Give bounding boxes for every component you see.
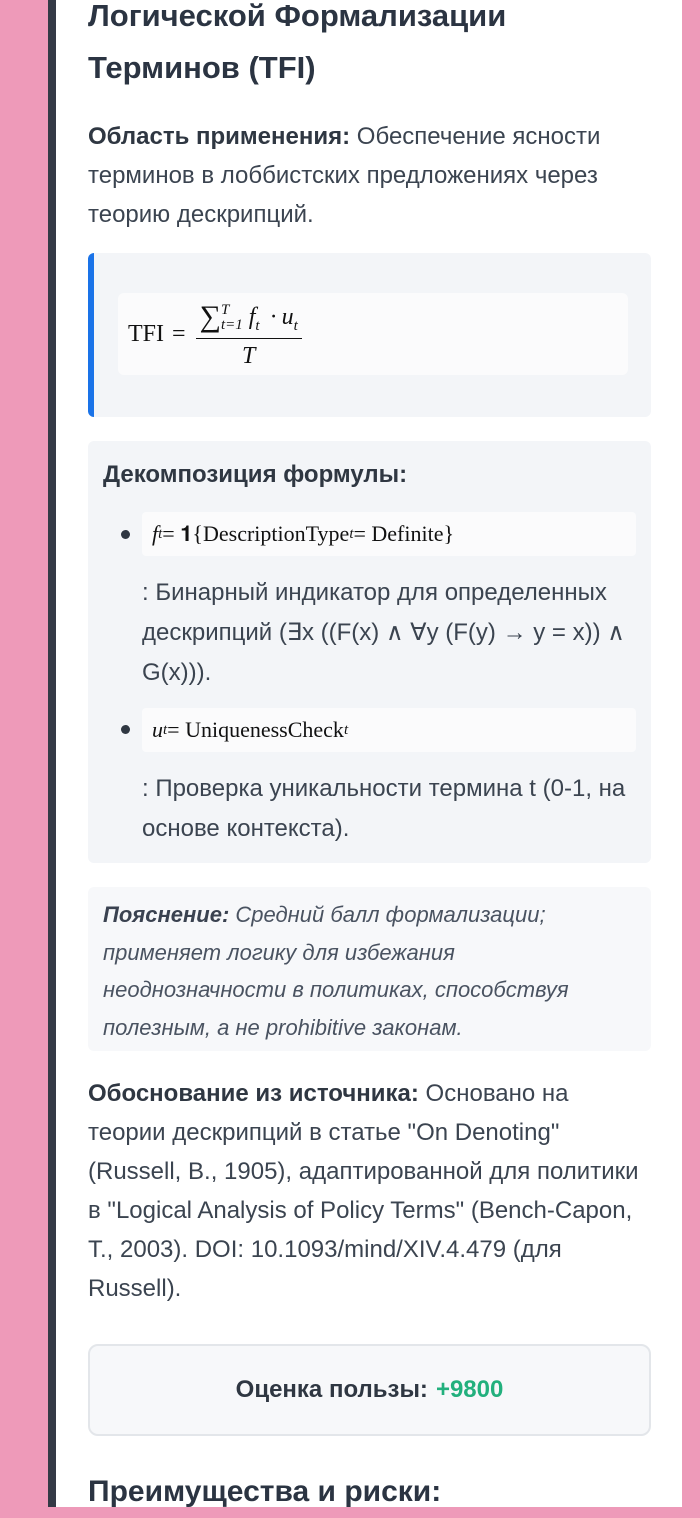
math-sub: t bbox=[158, 525, 163, 542]
decomp-desc-u: : Проверка уникальности термина t (0-1, на основе контекста). bbox=[142, 775, 626, 842]
math-rest: = 𝟏{DescriptionType bbox=[162, 521, 350, 546]
math-var: f bbox=[152, 521, 159, 546]
dot-op: · bbox=[269, 303, 278, 330]
source-label: Обоснование из источника: bbox=[88, 1080, 419, 1107]
decomp-math-f bbox=[142, 512, 636, 556]
math-rest-sub: t bbox=[343, 721, 349, 738]
formula-eq: = bbox=[172, 320, 186, 347]
math-sub: t bbox=[163, 721, 168, 738]
f-var: f bbox=[248, 303, 256, 330]
u-sub: t bbox=[293, 317, 298, 334]
formula-block bbox=[88, 253, 651, 417]
formula-fraction bbox=[196, 298, 302, 371]
math-tail: = Definite} bbox=[353, 521, 455, 546]
tfi-formula bbox=[128, 299, 302, 370]
scope-label: Область применения: bbox=[88, 123, 351, 150]
score-label: Оценка пользы: bbox=[235, 1376, 428, 1403]
formula-inner bbox=[118, 293, 628, 375]
section-title: Логической Формализации Терминов (TFI) bbox=[88, 0, 507, 85]
math-rest: = UniquenessCheck bbox=[167, 717, 344, 742]
decomp-math-u bbox=[142, 708, 636, 752]
score-value: +9800 bbox=[435, 1376, 504, 1403]
scope-paragraph bbox=[88, 117, 651, 234]
formula-lhs: TFI bbox=[128, 320, 164, 347]
left-accent-bar bbox=[48, 0, 56, 1507]
sum-symbol: ∑ bbox=[199, 299, 221, 333]
next-section-title: Преимущества и риски: bbox=[88, 1475, 442, 1508]
u-var: u bbox=[281, 303, 294, 330]
sum-upper: T bbox=[220, 302, 230, 319]
formula-numerator bbox=[196, 298, 302, 340]
note-text bbox=[103, 896, 623, 1046]
note-block bbox=[88, 887, 651, 1051]
sum-lower: t=1 bbox=[220, 317, 243, 334]
decomposition-heading: Декомпозиция формулы: bbox=[103, 461, 408, 488]
math-var: u bbox=[152, 717, 163, 742]
bullet-icon bbox=[121, 725, 130, 734]
note-label: Пояснение: bbox=[103, 902, 230, 927]
decomp-desc-f: : Бинарный индикатор для определенных дескрипций (∃x ((F(x) ∧ ∀y (F(y) → y = x)) ∧ G(x))). bbox=[142, 579, 625, 686]
score-box bbox=[88, 1344, 651, 1436]
decomposition-block bbox=[88, 441, 651, 863]
source-text: Основано на теории дескрипций в статье "On Denoting" (Russell, B., 1905), адаптированной для политики в "Logical Analysis of Policy Terms" (Bench-Capon, T., 2003). DOI: 10.1093/mind/XIV.4.479 (для Russell). bbox=[88, 1080, 639, 1302]
content-card bbox=[56, 0, 682, 1507]
note-body: Средний балл формализации; применяет логику для избежания неоднозначности в политиках, способствуя полезным, а не prohibitive законам. bbox=[103, 902, 569, 1040]
math-rest-sub: t bbox=[349, 525, 354, 542]
bullet-icon bbox=[121, 530, 130, 539]
sum-limits bbox=[221, 303, 243, 333]
scope-text: Обеспечение ясности терминов в лоббистских предложениях через теорию дескрипций. bbox=[88, 123, 601, 228]
source-paragraph bbox=[88, 1074, 651, 1308]
f-sub: t bbox=[255, 317, 260, 334]
formula-denominator: T bbox=[241, 343, 256, 370]
